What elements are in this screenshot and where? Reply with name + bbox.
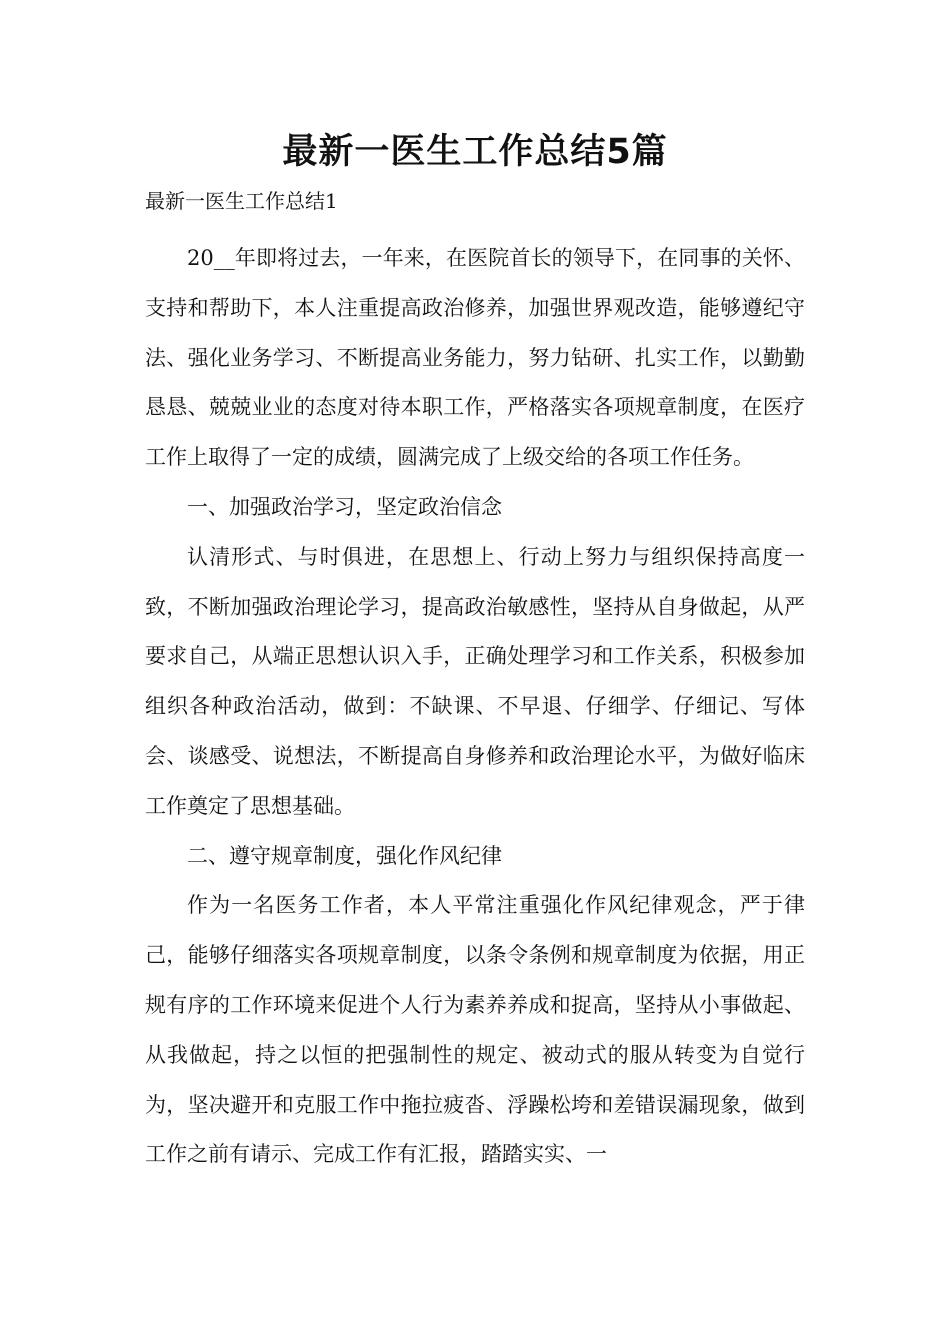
paragraph-intro: 20__年即将过去，一年来，在医院首长的领导下，在同事的关怀、支持和帮助下，本人注重提高政治修养，加强世界观改造，能够遵纪守法、强化业务学习、不断提高业务能力，努力钻研、扎实工作，以勤勤恳恳、兢兢业业的态度对待本职工作，严格落实各项规章制度，在医疗工作上取得了一定的成绩，圆满完成了上级交给的各项工作任务。 [145,246,805,470]
paragraph-section-2: 作为一名医务工作者，本人平常注重强化作风纪律观念，严于律己，能够仔细落实各项规章制度，以条令条例和规章制度为依据，用正规有序的工作环境来促进个人行为素养养成和捉高，坚持从小事做起、从我做起，持之以恒的把强制性的规定、被动式的服从转变为自觉行为，坚决避开和克服工作中拖拉疲沓、浮躁松垮和差错误漏现象，做到工作之前有请示、完成工作有汇报，踏踏实实、一 [145,893,805,1167]
document-subtitle: 最新一医生工作总结1 [145,189,338,213]
document-body [145,234,805,1180]
section-heading-1: 一、加强政治学习，坚定政治信念 [187,494,502,519]
document-title: 最新一医生工作总结5篇 [282,132,668,172]
section-heading-2: 二、遵守规章制度，强化作风纪律 [187,843,502,868]
paragraph-section-1: 认清形式、与时俱进，在思想上、行动上努力与组织保持高度一致，不断加强政治理论学习，提高政治敏感性，坚持从自身做起，从严要求自己，从端正思想认识入手，正确处理学习和工作关系，积极参加组织各种政治活动，做到：不缺课、不早退、仔细学、仔细记、写体会、谈感受、说想法，不断提高自身修养和政治理论水平，为做好临床工作奠定了思想基础。 [145,544,805,818]
